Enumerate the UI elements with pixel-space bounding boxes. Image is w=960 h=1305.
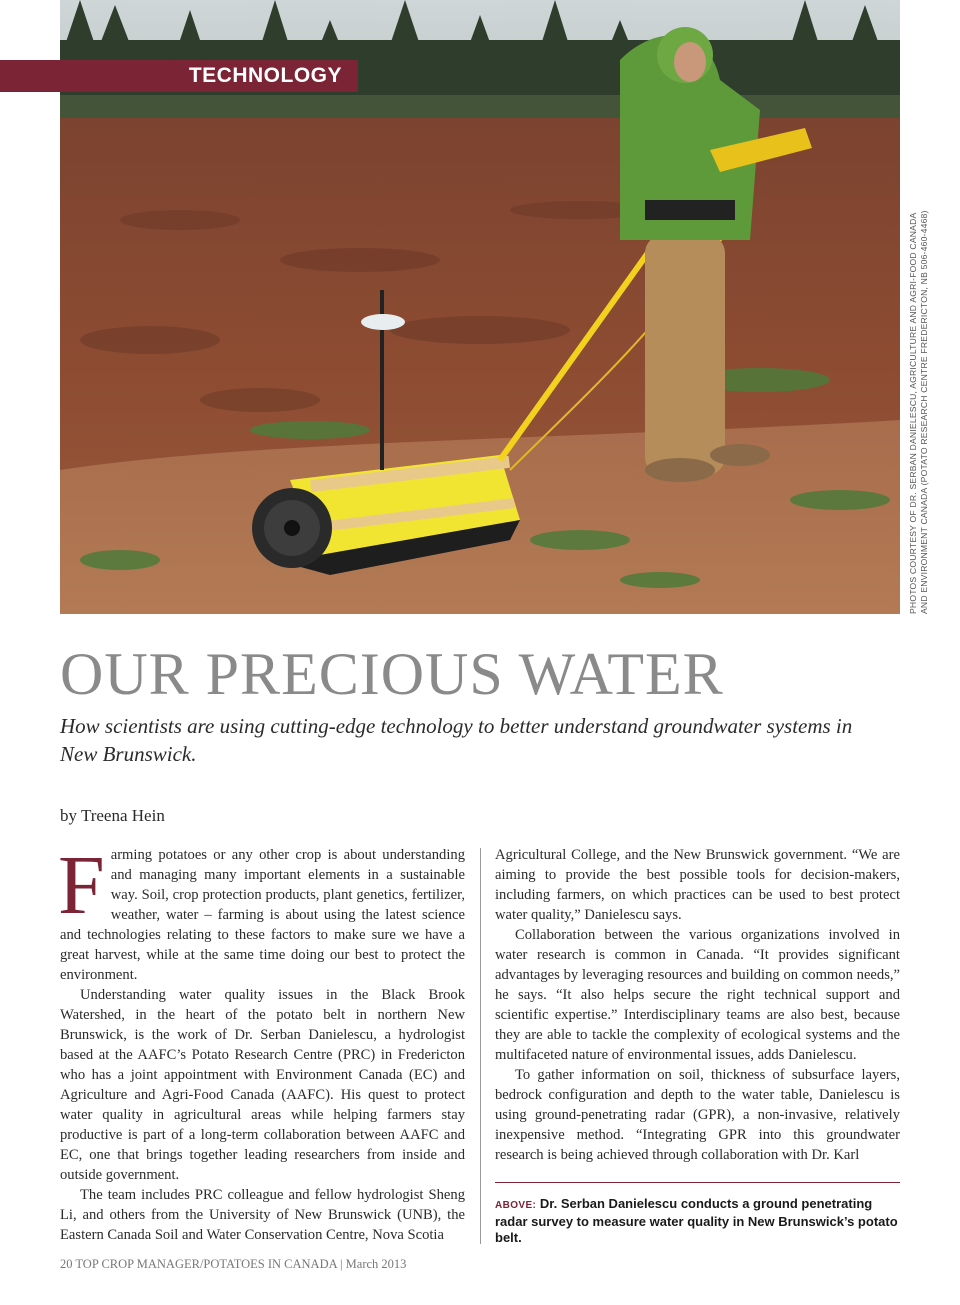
photo-credit-line-2: AND ENVIRONMENT CANADA (POTATO RESEARCH CENTRE FREDERICTON, NB 506-460-4468) <box>919 210 929 614</box>
article-deck: How scientists are using cutting-edge technology to better understand groundwater systems in New Brunswick. <box>60 714 853 766</box>
article-headline: OUR PRECIOUS WATER <box>60 641 724 707</box>
body-paragraph: Agricultural College, and the New Brunswick government. “We are aiming to provide the best possible tools for decision-makers, including farmers, on which practices can be used to best protect water quality,” Danielescu says. <box>495 847 900 923</box>
body-column-right <box>495 845 900 1165</box>
body-paragraph: To gather information on soil, thickness of subsurface layers, bedrock configuration and depth to the water table, Danielescu is using ground-penetrating radar (GPR), a non-invasive, relatively inexpensive method. “Integrating GPR into this groundwater research is being achieved through collaboration with Dr. Karl <box>495 1067 900 1163</box>
body-paragraph: Collaboration between the various organizations involved in water research is common in Canada. “It provides significant advantages by leveraging resources and building on common needs,” he says. “It also helps secure the right technical support and scientific expertise.” Interdisciplinary teams are also best, because they are able to tackle the complexity of ecological systems and the multifaceted nature of environmental issues, adds Danielescu. <box>495 927 900 1063</box>
page-footer: 20 TOP CROP MANAGER/POTATOES IN CANADA | March 2013 <box>60 1257 407 1271</box>
photo-credit-line-1: PHOTOS COURTESY OF DR. SERBAN DANIELESCU, AGRICULTURE AND AGRI-FOOD CANADA <box>908 212 918 614</box>
caption-text: Dr. Serban Danielescu conducts a ground penetrating radar survey to measure water quality in New Brunswick’s potato belt. <box>495 1196 898 1245</box>
body-paragraph <box>58 839 465 985</box>
byline: by Treena Hein <box>60 806 165 825</box>
paragraph-text: arming potatoes or any other crop is about understanding and managing many important elements in a sustainable way. Soil, crop protection products, plant genetics, fertilizer, weather, water – farming is about using the latest science and technologies relating to these factors to make sure we have a great harvest, while at the same time doing our best to protect the environment. <box>60 847 465 983</box>
section-tab: TECHNOLOGY <box>0 60 358 92</box>
body-paragraph: Understanding water quality issues in the Black Brook Watershed, in the heart of the potato belt in northern New Brunswick, is the work of Dr. Serban Danielescu, a hydrologist based at the AAFC’s Potato Research Centre (PRC) in Fredericton who has a joint appointment with Environment Canada (EC) and Agriculture and Agri-Food Canada (AAFC). His quest to protect water quality in agricultural areas while helping farmers stay productive is part of a long-term collaboration between AAFC and EC, one that brings together leading researchers from inside and outside government. <box>60 987 465 1183</box>
field-scene-illustration <box>60 0 900 614</box>
hero-photo <box>60 0 900 614</box>
caption-rule <box>495 1182 900 1183</box>
column-divider <box>480 848 481 1244</box>
body-column-left <box>58 839 465 1245</box>
photo-credit <box>908 210 930 614</box>
caption-label: ABOVE: <box>495 1200 537 1211</box>
body-paragraph: The team includes PRC colleague and fellow hydrologist Sheng Li, and others from the University of New Brunswick (UNB), the Eastern Canada Soil and Water Conservation Centre, Nova Scotia <box>60 1187 465 1243</box>
drop-cap: F <box>58 839 105 932</box>
photo-caption <box>495 1196 900 1246</box>
